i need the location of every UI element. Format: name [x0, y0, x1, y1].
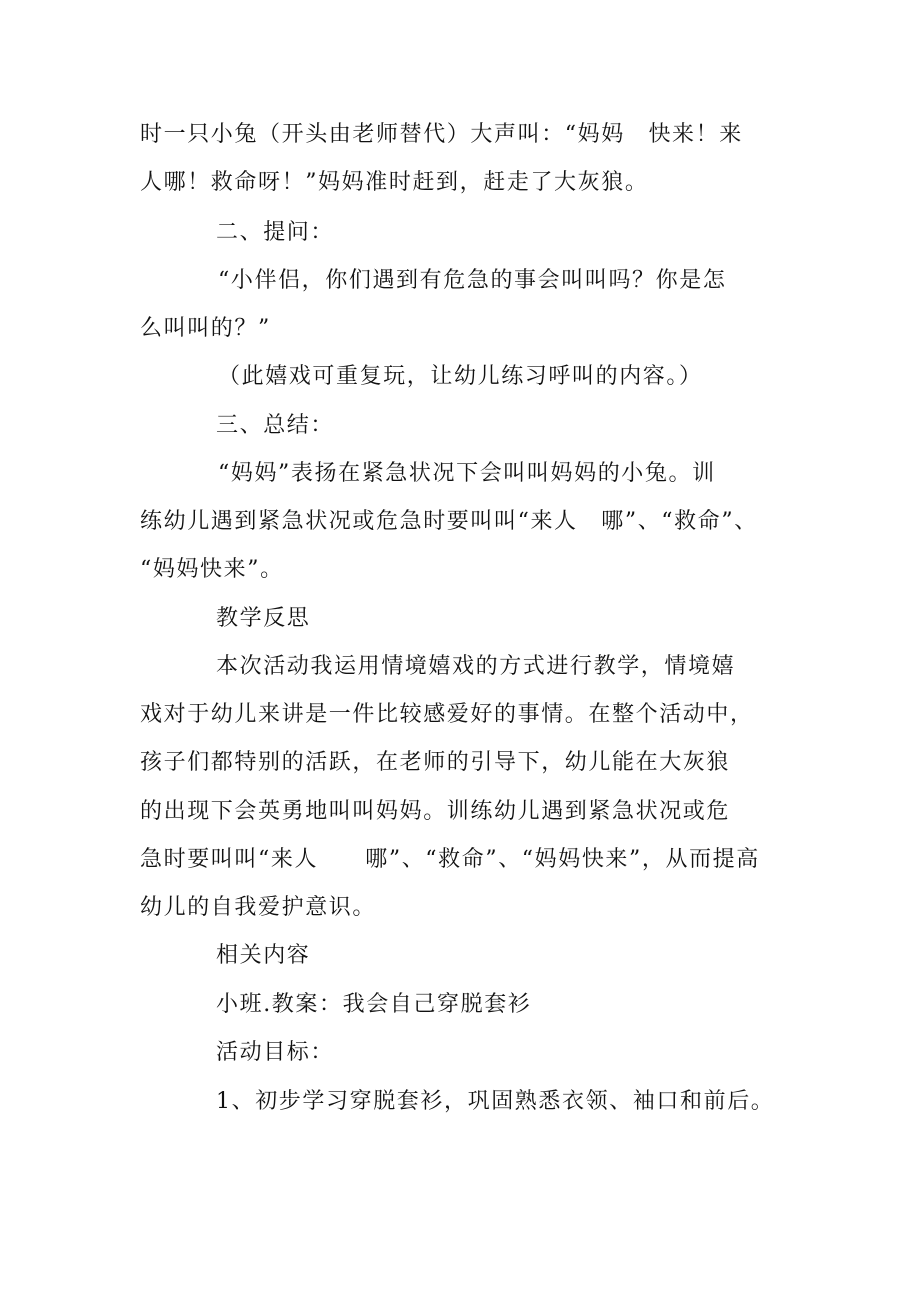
paragraph-line-14: 孩子们都特别的活跃，在老师的引导下，幼儿能在大灰狼	[140, 750, 731, 775]
paragraph-line-10: “妈妈快来”。	[140, 557, 284, 582]
paragraph-line-9: 练幼儿遇到紧急状况或危急时要叫叫“来人 哪”、“救命”、	[140, 509, 758, 534]
section-heading-reflection: 教学反思	[216, 606, 311, 631]
section-heading-summary: 三、总结：	[216, 413, 335, 438]
paragraph-line-2: 人哪！救命呀！”妈妈准时赶到，赶走了大灰狼。	[140, 170, 649, 195]
paragraph-line-1: 时一只小兔（开头由老师替代）大声叫：“妈妈 快来！来	[140, 122, 743, 147]
paragraph-line-5: 么叫叫的？”	[140, 316, 271, 341]
paragraph-line-13: 戏对于幼儿来讲是一件比较感爱好的事情。在整个活动中，	[140, 702, 754, 727]
paragraph-line-4: “小伴侣，你们遇到有危急的事会叫叫吗？你是怎	[218, 268, 727, 293]
section-heading-questions: 二、提问：	[216, 220, 335, 245]
section-heading-related: 相关内容	[216, 943, 311, 968]
paragraph-line-6: （此嬉戏可重复玩，让幼儿练习呼叫的内容。）	[218, 364, 703, 389]
paragraph-line-17: 幼儿的自我爱护意识。	[140, 895, 377, 920]
paragraph-line-16: 急时要叫叫“来人 哪”、“救命”、“妈妈快来”，从而提高	[140, 847, 760, 872]
paragraph-line-15: 的出现下会英勇地叫叫妈妈。训练幼儿遇到紧急状况或危	[140, 799, 731, 824]
goal-item-1: 1、初步学习穿脱套衫，巩固熟悉衣领、袖口和前后。	[216, 1089, 775, 1114]
section-heading-goals: 活动目标：	[216, 1040, 335, 1065]
paragraph-line-12: 本次活动我运用情境嬉戏的方式进行教学，情境嬉	[216, 654, 736, 679]
paragraph-line-8: “妈妈”表扬在紧急状况下会叫叫妈妈的小兔。训	[218, 461, 716, 486]
lesson-title: 小班.教案：我会自己穿脱套衫	[216, 992, 532, 1017]
